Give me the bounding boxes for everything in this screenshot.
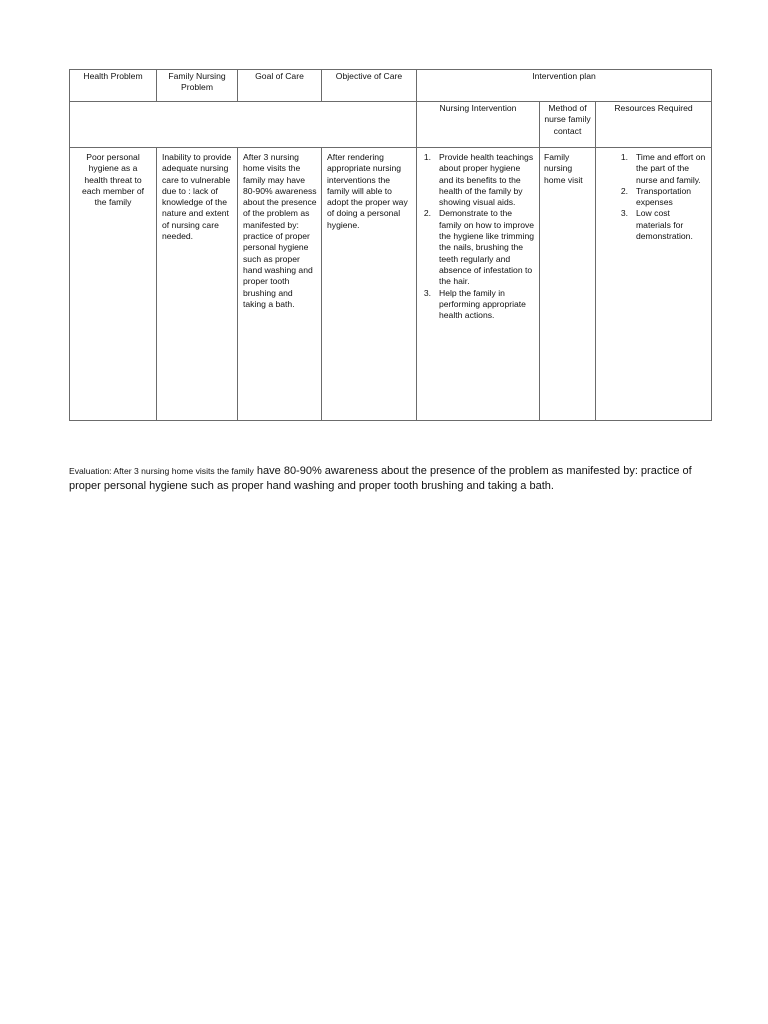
evaluation-paragraph	[69, 464, 709, 493]
resource-text: Low cost materials for demonstration.	[636, 208, 693, 242]
cell-objective-of-care: After rendering appropriate nursing interventions the family will able to adopt the proper way of doing a personal hygiene.	[322, 148, 417, 421]
header-resources-required: Resources Required	[596, 102, 712, 148]
header-objective-of-care: Objective of Care	[322, 70, 417, 102]
care-plan-table	[69, 69, 712, 421]
header-empty-cell	[70, 102, 417, 148]
table-row	[70, 148, 712, 421]
intervention-list	[417, 148, 539, 321]
header-row-2	[70, 102, 712, 148]
header-method-of-contact: Method of nurse family contact	[540, 102, 596, 148]
resources-list	[596, 148, 711, 242]
header-nursing-intervention: Nursing Intervention	[417, 102, 540, 148]
cell-family-nursing-problem: Inability to provide adequate nursing care to vulnerable due to : lack of knowledge of the nature and extent of nursing care needed.	[157, 148, 238, 421]
cell-method-of-contact: Family nursing home visit	[540, 148, 596, 421]
evaluation-text: have 80-90% awareness about the presence of the problem as manifested by: practice of proper personal hygiene such as proper hand washing and proper tooth brushing and taking a bath.	[69, 465, 692, 492]
intervention-text: Help the family in performing appropriate health actions.	[439, 287, 526, 321]
list-item: 2. Demonstrate to the family on how to improve the hygiene like trimming the nails, brushing the teeth regularly and absence of infestation to the hair.	[423, 208, 535, 287]
evaluation-label: Evaluation: After 3 nursing home visits the family	[69, 466, 254, 476]
list-item: 2. Transportation expenses	[596, 186, 707, 209]
cell-goal-of-care: After 3 nursing home visits the family may have 80-90% awareness about the presence of the problem as manifested by: practice of proper personal hygiene such as proper hand washing and proper tooth brushing and taking a bath.	[238, 148, 322, 421]
header-intervention-plan: Intervention plan	[417, 70, 712, 102]
cell-nursing-intervention	[417, 148, 540, 421]
cell-health-problem: Poor personal hygiene as a health threat to each member of the family	[70, 148, 157, 421]
cell-resources-required	[596, 148, 712, 421]
intervention-text: Demonstrate to the family on how to improve the hygiene like trimming the nails, brushing the teeth regularly and absence of infestation to the hair.	[439, 208, 535, 287]
list-item: 1. Provide health teachings about proper hygiene and its benefits to the health of the family by showing visual aids.	[423, 152, 534, 208]
resource-text: Transportation expenses	[636, 185, 692, 208]
header-family-nursing-problem: Family Nursing Problem	[157, 70, 238, 102]
header-health-problem: Health Problem	[70, 70, 157, 102]
resource-text: Time and effort on the part of the nurse and family.	[636, 152, 706, 185]
list-item: 3. Help the family in performing appropriate health actions.	[417, 288, 535, 322]
intervention-text: Provide health teachings about proper hygiene and its benefits to the health of the family by showing visual aids.	[439, 152, 534, 208]
header-goal-of-care: Goal of Care	[238, 70, 322, 102]
list-item: 1. Time and effort on the part of the nurse and family.	[620, 152, 706, 185]
header-row-1	[70, 70, 712, 102]
list-item: 3. Low cost materials for demonstration.	[596, 208, 707, 242]
